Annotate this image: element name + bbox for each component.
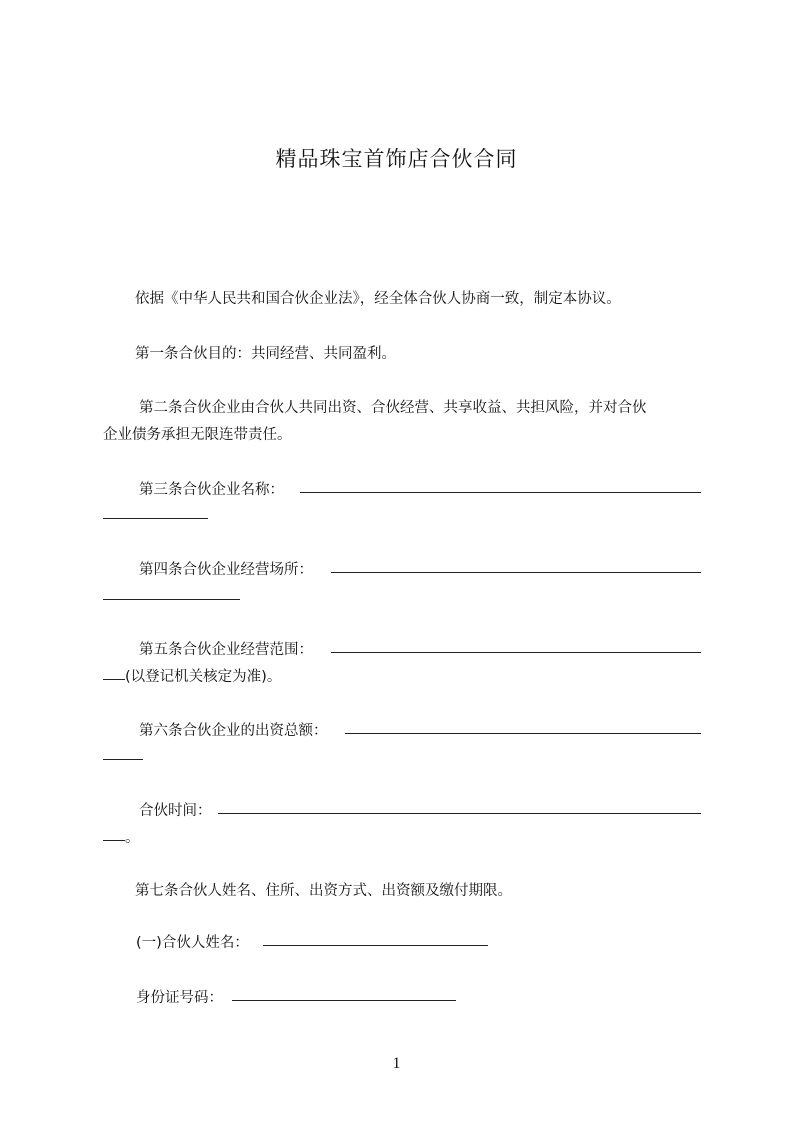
company-name-blank-cont[interactable] (103, 503, 208, 519)
term-label: 合伙时间： (139, 803, 212, 819)
term-blank[interactable] (218, 798, 701, 814)
article-6-label: 第六条合伙企业的出资总额： (139, 723, 328, 739)
business-scope-blank-cont[interactable] (103, 664, 125, 680)
term-blank-cont[interactable] (103, 825, 125, 841)
company-name-blank[interactable] (300, 477, 701, 493)
id-number-blank[interactable] (232, 985, 456, 1001)
article-4-label: 第四条合伙企业经营场所： (139, 562, 313, 578)
document-title: 精品珠宝首饰店合伙合同 (275, 147, 518, 171)
partner-name-blank[interactable] (263, 930, 488, 946)
article-1: 第一条合伙目的：共同经营、共同盈利。 (135, 346, 396, 362)
article-3-label: 第三条合伙企业名称： (139, 482, 284, 498)
total-capital-blank-cont[interactable] (103, 744, 143, 760)
id-number-label: 身份证号码： (136, 990, 223, 1006)
business-scope-blank[interactable] (331, 637, 701, 653)
business-address-blank-cont[interactable] (103, 584, 240, 600)
partner-name-label: (一)合伙人姓名： (136, 935, 249, 951)
article-5-suffix: (以登记机关核定为准)。 (125, 669, 282, 685)
intro-paragraph: 依据《中华人民共和国合伙企业法》，经全体合伙人协商一致，制定本协议。 (135, 291, 621, 307)
business-address-blank[interactable] (331, 557, 701, 573)
article-5-label: 第五条合伙企业经营范围： (139, 642, 313, 658)
article-2-line-2: 企业债务承担无限连带责任。 (103, 427, 292, 443)
article-7: 第七条合伙人姓名、住所、出资方式、出资额及缴付期限。 (135, 883, 512, 899)
page-number: 1 (392, 1055, 401, 1072)
term-suffix: 。 (125, 830, 140, 846)
total-capital-blank[interactable] (345, 718, 701, 734)
article-2 (103, 395, 703, 449)
article-2-line-1: 第二条合伙企业由合伙人共同出资、合伙经营、共享收益、共担风险，并对合伙 (139, 400, 647, 416)
